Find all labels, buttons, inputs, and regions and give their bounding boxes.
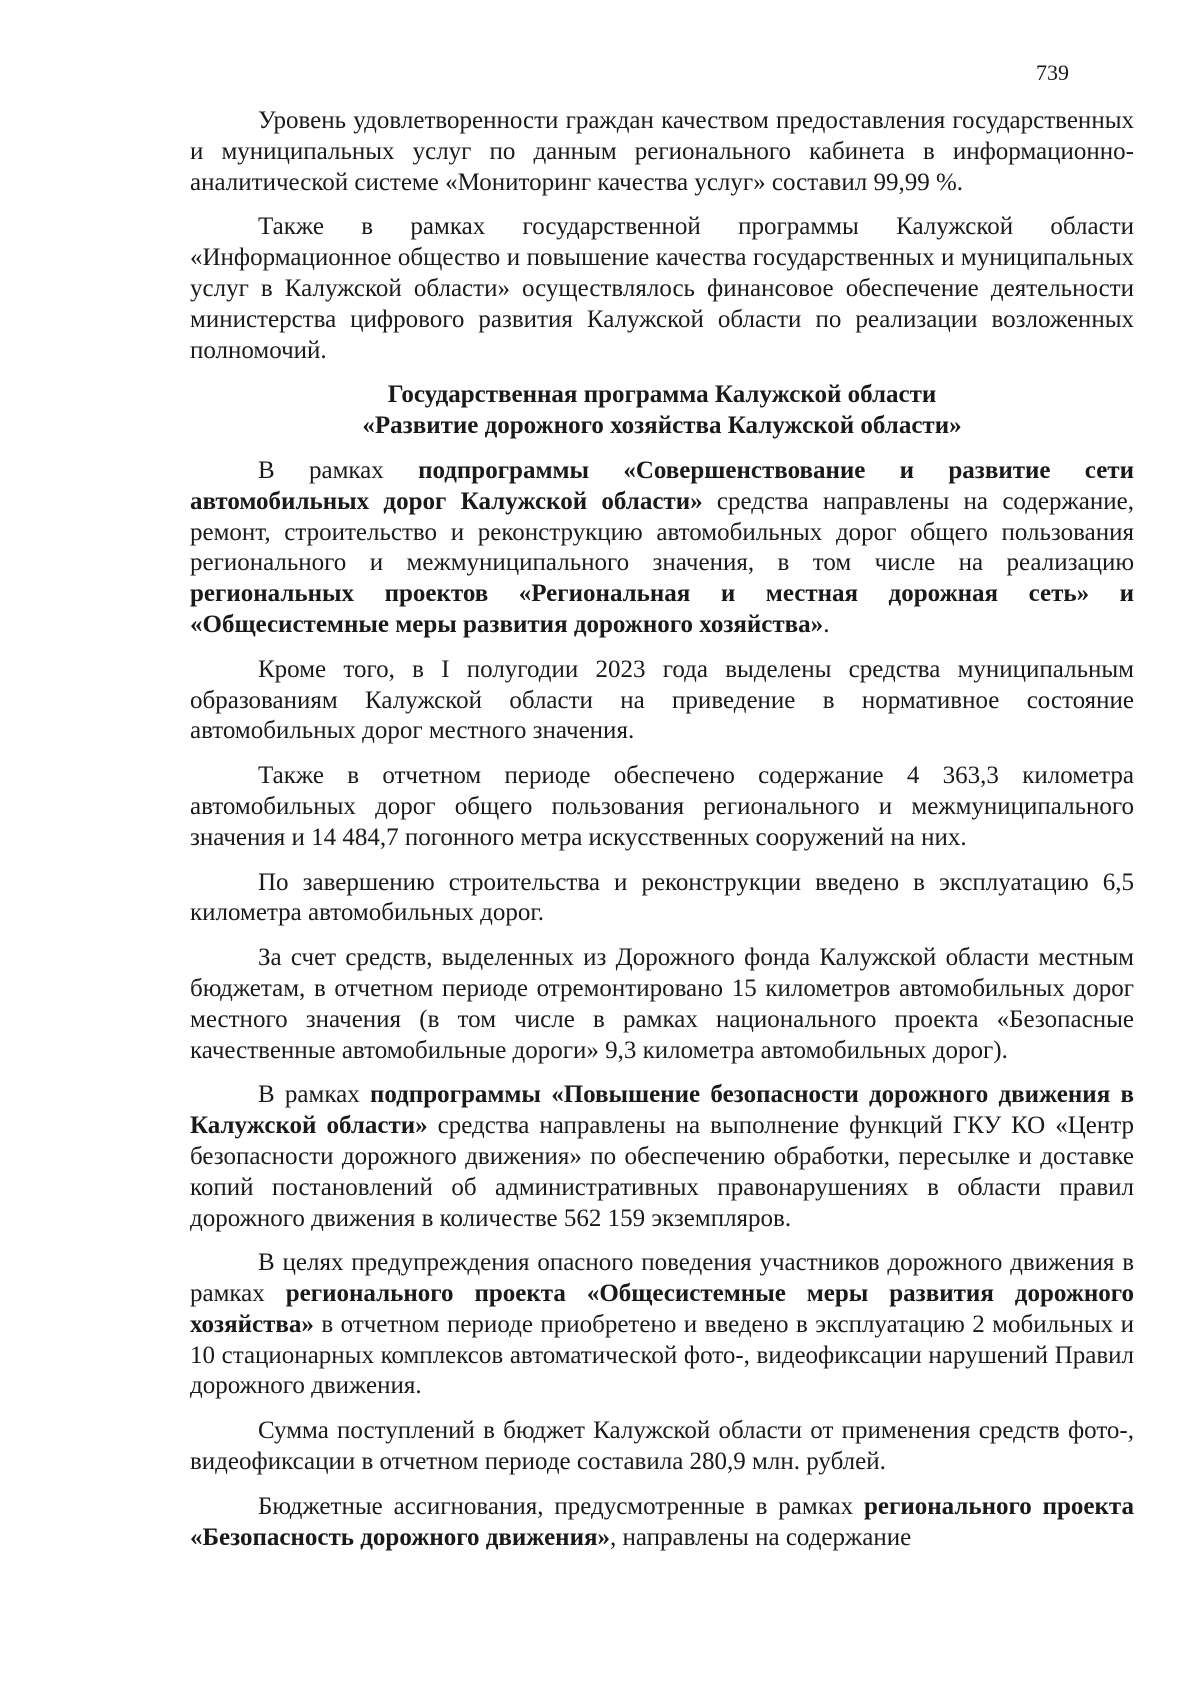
paragraph-construction-completed: По завершению строительства и реконструкции введено в эксплуатацию 6,5 километра автомобильных дорог. <box>190 868 1134 927</box>
paragraph-road-network-subprogram <box>190 456 1134 641</box>
bold-project-name: регионального проекта «Общесистемные меры развития дорожного хозяйства» <box>190 1280 1135 1338</box>
text-fragment: , направлены на содержание <box>610 1523 912 1551</box>
text-fragment: средства направлены на выполнение функций ГКУ КО «Центр безопасности дорожного движения» по обеспечению обработки, пересылке и доставке копий постановлений об административных правонарушениях в области правил дорожного движения в количестве 562 159 экземпляров. <box>190 1112 1134 1232</box>
section-heading-line-2: «Развитие дорожного хозяйства Калужской области» <box>362 412 962 440</box>
text-fragment: в отчетном периоде приобретено и введено в эксплуатацию 2 мобильных и 10 стационарных комплексов автоматической фото-, видеофиксации нарушений Правил дорожного движения. <box>190 1310 1134 1400</box>
paragraph-road-fund-repairs: За счет средств, выделенных из Дорожного фонда Калужской области местным бюджетам, в отчетном периоде отремонтировано 15 километров автомобильных дорог местного значения (в том числе в рамках национального проекта «Безопасные качественные автомобильные дороги» 9,3 километра автомобильных дорог). <box>190 944 1134 1064</box>
paragraph-photo-video-complexes <box>190 1248 1134 1402</box>
paragraph-information-society-program: Также в рамках государственной программы Калужской области «Информационное общество и повышение качества государственных и муниципальных услуг в Калужской области» осуществлялось финансовое обеспечение деятельности министерства цифрового развития Калужской области по реализации возложенных полномочий. <box>190 213 1134 364</box>
paragraph-road-safety-subprogram <box>190 1080 1134 1234</box>
text-fragment: В целях предупреждения опасного поведения участников дорожного движения в рамках <box>190 1249 1134 1308</box>
bold-subprogram-name: подпрограммы «Совершенствование и развитие сети автомобильных дорог Калужской области» <box>190 456 1134 515</box>
bold-project-name: регионального проекта «Безопасность дорожного движения» <box>190 1492 1134 1551</box>
text-fragment: В рамках <box>258 1081 370 1109</box>
section-heading-line-1: Государственная программа Калужской области <box>387 381 937 409</box>
paragraph-fines-revenue: Сумма поступлений в бюджет Калужской области от применения средств фото-, видеофиксации в отчетном периоде составила 280,9 млн. рублей. <box>190 1417 1134 1476</box>
bold-subprogram-name: подпрограммы «Повышение безопасности дорожного движения в Калужской области» <box>190 1081 1134 1140</box>
paragraph-budget-allocations <box>190 1492 1134 1554</box>
paragraph-road-maintenance: Также в отчетном периоде обеспечено содержание 4 363,3 километра автомобильных дорог общего пользования регионального и межмуниципального значения и 14 484,7 погонного метра искусственных сооружений на них. <box>190 762 1134 851</box>
document-body <box>190 106 1134 1567</box>
text-fragment: В рамках <box>258 456 419 484</box>
text-fragment: . <box>823 610 830 638</box>
bold-project-names: региональных проектов «Региональная и местная дорожная сеть» и «Общесистемные меры развития дорожного хозяйства» <box>190 580 1134 638</box>
paragraph-municipal-funding: Кроме того, в I полугодии 2023 года выделены средства муниципальным образованиям Калужской области на приведение в нормативное состояние автомобильных дорог местного значения. <box>190 655 1134 745</box>
section-heading <box>190 380 1134 442</box>
text-fragment: Бюджетные ассигнования, предусмотренные в рамках <box>258 1492 864 1520</box>
paragraph-satisfaction-level: Уровень удовлетворенности граждан качеством предоставления государственных и муниципальных услуг по данным регионального кабинета в информационно-аналитической системе «Мониторинг качества услуг» составил 99,99 %. <box>190 107 1134 196</box>
text-fragment: средства направлены на содержание, ремонт, строительство и реконструкцию автомобильных дорог общего пользования регионального и межмуниципального значения, в том числе на реализацию <box>190 487 1134 577</box>
page-number: 739 <box>1036 60 1069 85</box>
